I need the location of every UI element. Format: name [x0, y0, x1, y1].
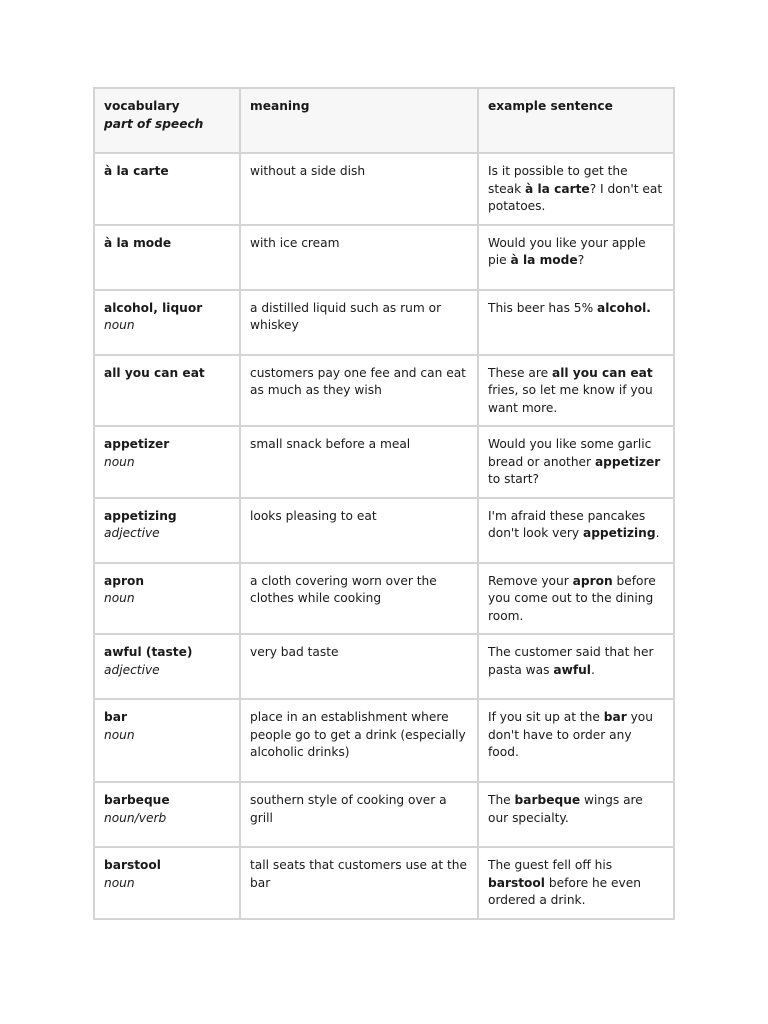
example-highlight: all you can eat — [551, 365, 653, 380]
vocabulary-word: awful (taste) — [104, 645, 193, 659]
example-text: fries, so let me know if you want more. — [488, 383, 653, 415]
vocabulary-word: bar — [104, 710, 127, 724]
meaning-cell: customers pay one fee and can eat as much as they wish — [240, 355, 478, 427]
example-sentence-cell — [478, 847, 674, 919]
vocabulary-word: alcohol, liquor — [104, 300, 203, 315]
part-of-speech: noun — [104, 318, 135, 332]
table-row — [94, 426, 674, 498]
part-of-speech: noun — [104, 591, 135, 605]
vocabulary-cell — [94, 426, 240, 498]
example-highlight: barbeque — [514, 793, 581, 807]
example-text: Would you like some garlic bread or another — [488, 437, 652, 469]
table-row — [94, 355, 674, 427]
example-text: . — [655, 526, 660, 540]
vocabulary-cell — [94, 498, 240, 563]
meaning-cell: without a side dish — [240, 153, 478, 225]
vocabulary-word: barbeque — [104, 793, 170, 807]
meaning-cell: place in an establishment where people go to get a drink (especially alcoholic drinks) — [240, 699, 478, 782]
vocabulary-table — [93, 87, 675, 920]
vocabulary-cell — [94, 563, 240, 635]
example-highlight: à la mode — [510, 253, 578, 267]
table-row — [94, 563, 674, 635]
example-text: The customer said that her pasta was — [488, 645, 654, 677]
example-text: The — [488, 793, 515, 807]
example-highlight: apron — [572, 573, 613, 588]
example-text: ? I don't eat potatoes. — [488, 181, 663, 213]
part-of-speech: noun — [104, 454, 135, 469]
vocabulary-word: appetizing — [104, 508, 177, 523]
example-text: to start? — [488, 472, 539, 486]
part-of-speech: adjective — [104, 662, 160, 677]
meaning-cell: looks pleasing to eat — [240, 498, 478, 563]
example-text: I'm afraid these pancakes don't look very — [488, 508, 646, 540]
header-part-of-speech: part of speech — [104, 116, 204, 131]
example-text: you don't have to order any food. — [488, 710, 653, 759]
example-text: Remove your — [488, 573, 573, 588]
vocabulary-cell — [94, 153, 240, 225]
vocabulary-cell — [94, 699, 240, 782]
example-sentence-cell — [478, 225, 674, 290]
example-text: ? — [577, 253, 585, 267]
example-sentence-cell — [478, 563, 674, 635]
table-row — [94, 290, 674, 355]
meaning-cell: southern style of cooking over a grill — [240, 782, 478, 847]
header-vocabulary: vocabulary — [104, 99, 180, 113]
example-highlight: bar — [603, 710, 627, 724]
table-row — [94, 634, 674, 699]
vocabulary-word: apron — [104, 573, 145, 588]
table-header-row — [94, 88, 674, 153]
example-text: If you sit up at the — [488, 710, 604, 724]
example-highlight: alcohol. — [597, 300, 651, 315]
header-meaning: meaning — [250, 99, 310, 113]
vocabulary-word: à la carte — [104, 164, 169, 178]
part-of-speech: noun — [104, 875, 135, 890]
vocabulary-cell — [94, 290, 240, 355]
part-of-speech: noun — [104, 727, 135, 742]
example-highlight: à la carte — [525, 181, 590, 196]
meaning-cell: with ice cream — [240, 225, 478, 290]
example-text: The guest fell off his — [488, 858, 613, 872]
vocabulary-cell — [94, 782, 240, 847]
table-row — [94, 225, 674, 290]
example-sentence-cell — [478, 699, 674, 782]
example-text: Is it possible to get the steak — [488, 164, 628, 196]
header-vocabulary-cell — [94, 88, 240, 153]
example-text: . — [590, 662, 595, 677]
table-row — [94, 699, 674, 782]
part-of-speech: noun/verb — [104, 810, 167, 825]
vocabulary-word: barstool — [104, 858, 161, 872]
meaning-cell: very bad taste — [240, 634, 478, 699]
example-text: Would you like your apple pie — [488, 235, 646, 267]
example-text: before he even ordered a drink. — [488, 875, 641, 907]
example-text: before you come out to the dining room. — [488, 573, 656, 623]
part-of-speech: adjective — [104, 526, 160, 540]
example-highlight: awful — [553, 662, 591, 677]
example-highlight: appetizing — [582, 526, 656, 540]
example-sentence-cell — [478, 782, 674, 847]
vocabulary-word: appetizer — [104, 437, 170, 451]
example-sentence-cell — [478, 498, 674, 563]
example-sentence-cell — [478, 634, 674, 699]
example-sentence-cell — [478, 426, 674, 498]
example-text: This beer has 5% — [488, 300, 598, 315]
header-meaning-cell — [240, 88, 478, 153]
header-example-cell — [478, 88, 674, 153]
meaning-cell: a cloth covering worn over the clothes while cooking — [240, 563, 478, 635]
vocabulary-table-body — [94, 88, 674, 919]
vocabulary-cell — [94, 355, 240, 427]
example-highlight: appetizer — [594, 454, 661, 469]
meaning-cell: small snack before a meal — [240, 426, 478, 498]
vocabulary-cell — [94, 847, 240, 919]
vocabulary-cell — [94, 225, 240, 290]
example-sentence-cell — [478, 355, 674, 427]
header-example-sentence: example sentence — [488, 99, 613, 113]
meaning-cell: tall seats that customers use at the bar — [240, 847, 478, 919]
table-row — [94, 782, 674, 847]
vocabulary-word: à la mode — [104, 235, 172, 250]
example-text: These are — [488, 365, 552, 380]
table-row — [94, 498, 674, 563]
vocabulary-word: all you can eat — [104, 365, 205, 380]
meaning-cell: a distilled liquid such as rum or whiskey — [240, 290, 478, 355]
example-sentence-cell — [478, 290, 674, 355]
vocabulary-cell — [94, 634, 240, 699]
table-row — [94, 153, 674, 225]
example-highlight: barstool — [488, 875, 545, 890]
example-text: wings are our specialty. — [488, 793, 643, 825]
example-sentence-cell — [478, 153, 674, 225]
table-row — [94, 847, 674, 919]
